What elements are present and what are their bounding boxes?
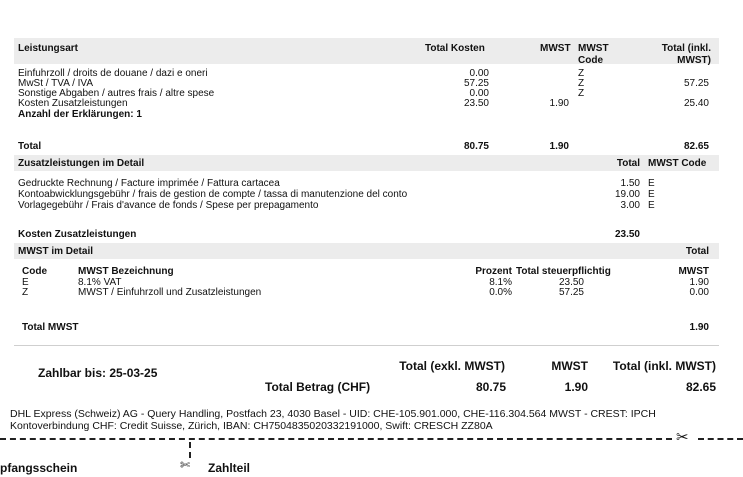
amount-incl: 82.65	[685, 380, 716, 394]
table-row-code: Z	[578, 78, 585, 89]
vat-header-band	[14, 243, 719, 259]
summary-col-vat: MWST	[551, 359, 588, 373]
vertical-scissors-icon: ✄	[180, 458, 191, 472]
table-row-label: Einfuhrzoll / droits de douane / dazi e oneri	[18, 68, 208, 79]
vat-col-taxable: Total steuerpflichtig	[516, 266, 611, 277]
list-item-total: 3.00	[620, 200, 640, 211]
scissors-icon: ✂	[676, 429, 689, 446]
amount-vat: 1.90	[564, 380, 588, 394]
vat-detail-title: MWST im Detail	[18, 246, 94, 257]
list-item-code: E	[648, 178, 655, 189]
table-row-total: 23.50	[463, 98, 489, 109]
vat-row-code: E	[22, 277, 29, 288]
list-item-code: E	[648, 189, 655, 200]
vat-row-percent: 8.1%	[489, 277, 512, 288]
cut-line	[0, 438, 672, 440]
vat-row-vat: 0.00	[689, 287, 709, 298]
services-sum-label: Kosten Zusatzleistungen	[18, 229, 137, 240]
receipt-title: pfangsschein	[0, 461, 78, 475]
table-row-total: 0.00	[469, 88, 489, 99]
main-total-vat: 1.90	[549, 141, 569, 152]
main-total-costs: 80.75	[463, 141, 489, 152]
vat-col-desc: MWST Bezeichnung	[78, 266, 174, 277]
vat-divider	[14, 345, 719, 346]
col-service-type: Leistungsart	[18, 43, 79, 54]
main-total-label: Total	[18, 141, 42, 152]
summary-col-incl: Total (inkl. MWST)	[612, 359, 716, 373]
list-item-label: Kontoabwicklungsgebühr / frais de gestion de compte / tassa di manutenzione del conto	[18, 189, 408, 200]
amount-label: Total Betrag (CHF)	[265, 380, 371, 394]
services-sum-value: 23.50	[614, 229, 640, 240]
table-row-total: 57.25	[463, 78, 489, 89]
vat-row-code: Z	[22, 287, 29, 298]
services-col-code: MWST Code	[648, 158, 707, 169]
list-item-total: 19.00	[614, 189, 640, 200]
col-total-costs: Total Kosten	[425, 43, 485, 54]
vat-row-desc: MWST / Einfuhrzoll und Zusatzleistungen	[78, 287, 262, 298]
amount-excl: 80.75	[475, 380, 506, 394]
vat-col-vat: MWST	[678, 266, 709, 277]
vat-row-desc: 8.1% VAT	[78, 277, 122, 288]
vat-row-taxable: 57.25	[558, 287, 584, 298]
list-item-label: Gedruckte Rechnung / Facture imprimée / Fattura cartacea	[18, 178, 280, 189]
table-row-label: Kosten Zusatzleistungen	[18, 98, 128, 109]
due-date: Zahlbar bis: 25-03-25	[38, 366, 158, 380]
vat-total-label: Total MWST	[22, 322, 79, 333]
table-row-vat: 1.90	[549, 98, 569, 109]
payment-title: Zahlteil	[208, 461, 251, 475]
main-header-band	[14, 38, 719, 64]
col-vat: MWST	[540, 43, 571, 54]
vat-row-vat: 1.90	[689, 277, 709, 288]
table-row-total-incl: 25.40	[683, 98, 709, 109]
list-item-total: 1.50	[620, 178, 640, 189]
vat-row-taxable: 23.50	[558, 277, 584, 288]
declarations-count: Anzahl der Erklärungen: 1	[18, 109, 142, 120]
services-col-total: Total	[616, 158, 640, 169]
vat-detail-title-right: Total	[685, 246, 709, 257]
vat-col-code: Code	[22, 266, 47, 277]
footer-company-line: DHL Express (Schweiz) AG - Query Handling, Postfach 23, 4030 Basel - UID: CHE-105.901.000, CHE-116.304.564 MWST - CREST: IPCH	[10, 408, 656, 420]
table-row-code: Z	[578, 68, 585, 79]
table-row-code: Z	[578, 88, 585, 99]
list-item-code: E	[648, 200, 655, 211]
table-row-label: MwSt / TVA / IVA	[18, 78, 94, 89]
summary-col-excl: Total (exkl. MWST)	[399, 359, 505, 373]
vertical-cut-line	[189, 442, 191, 458]
col-vat-code: MWST Code	[578, 43, 609, 66]
main-total-incl: 82.65	[683, 141, 709, 152]
services-title: Zusatzleistungen im Detail	[18, 158, 145, 169]
list-item-label: Vorlagegebühr / Frais d'avance de fonds / Spese per prepagamento	[18, 200, 319, 211]
cut-line-tail	[698, 438, 743, 440]
vat-col-percent: Prozent	[475, 266, 512, 277]
table-row-label: Sonstige Abgaben / autres frais / altre spese	[18, 88, 215, 99]
table-row-total: 0.00	[469, 68, 489, 79]
col-total-incl-vat: Total (inkl. MWST)	[661, 43, 711, 66]
table-row-total-incl: 57.25	[683, 78, 709, 89]
vat-total-value: 1.90	[689, 322, 709, 333]
footer-bank-line: Kontoverbindung CHF: Credit Suisse, Zürich, IBAN: CH7504835020332191000, Swift: CRESCH ZZ80A	[10, 420, 493, 432]
vat-row-percent: 0.0%	[489, 287, 512, 298]
